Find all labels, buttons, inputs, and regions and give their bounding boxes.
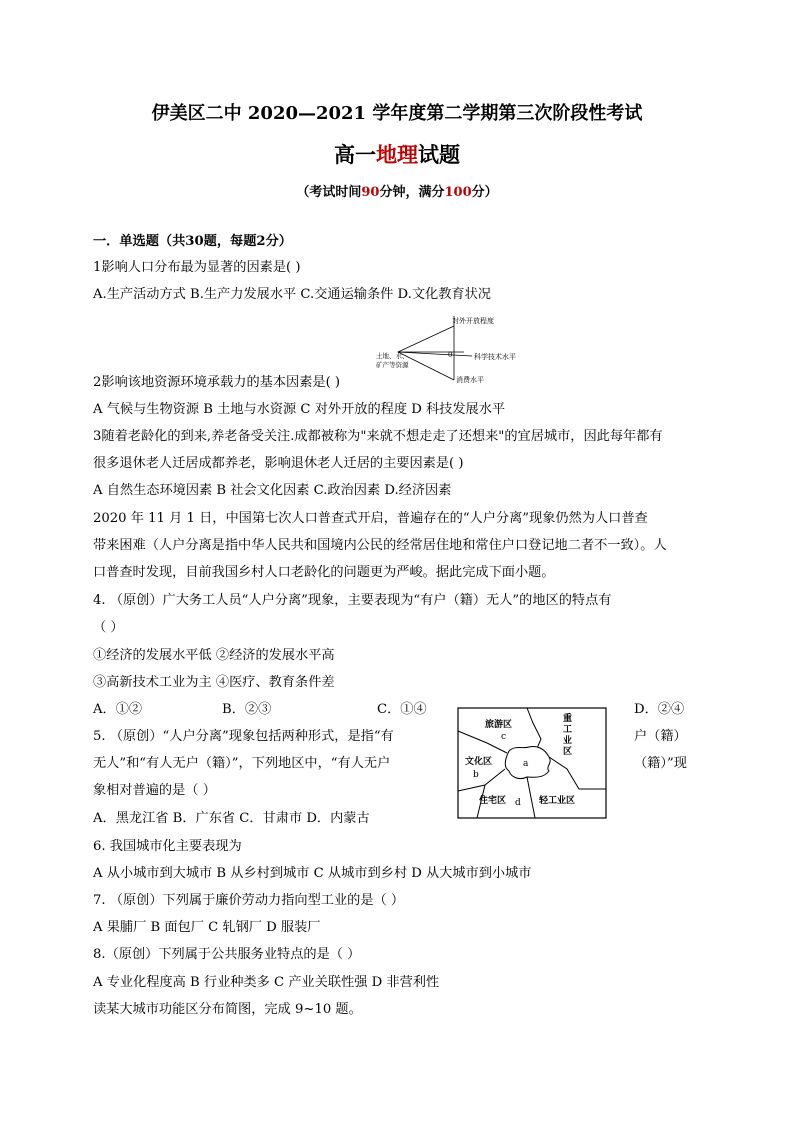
zone-mark-a: a xyxy=(523,759,529,769)
q4-option-a: A．①② xyxy=(93,702,143,717)
diagram-label-right: 科学技术水平 xyxy=(474,353,516,361)
q4-line-2: （ ） xyxy=(93,620,124,635)
exam-subtitle xyxy=(0,139,794,169)
q4-option-row-1: ①经济的发展水平低 ②经济的发展水平高 xyxy=(93,648,335,663)
exam-title: 伊美区二中 2020—2021 学年度第二学期第三次阶段性考试 xyxy=(151,103,643,124)
zone-light-label: 轻工业区 xyxy=(539,796,576,806)
passage-line-1: 2020 年 11 月 1 日，中国第七次人口普查式开启，普遍存在的“人户分离”现象仍然为人口普查 xyxy=(93,511,648,526)
q7-options: A 果脯厂 B 面包厂 C 轧钢厂 D 服装厂 xyxy=(93,920,321,935)
q4-option-d: D．②④ xyxy=(634,702,685,717)
diagram-label-left-1: 土地、水、 xyxy=(376,352,409,360)
section-heading: 一．单选题（共30题，每题2分） xyxy=(93,234,292,249)
q5-options: A．黑龙江省 B．广东省 C．甘肃市 D．内蒙古 xyxy=(93,811,370,826)
closing-instruction: 读某大城市功能区分布简图，完成 9~10 题。 xyxy=(93,1002,362,1017)
passage-line-2: 带来困难（人户分离是指中华人民共和国境内公民的经常居住地和常住户口登记地二者不一致）。人 xyxy=(93,538,667,553)
q3-line-2: 很多退休老人迁居成都养老，影响退休老人迁居的主要因素是( ) xyxy=(93,456,464,471)
q4-line-1: 4. （原创）广大务工人员“人户分离”现象，主要表现为“有户（籍）无人”的地区的特点有 xyxy=(93,593,612,608)
info-suffix: 分） xyxy=(471,185,498,200)
info-time: 90 xyxy=(361,185,380,200)
q6-options: A 从小城市到大城市 B 从乡村到城市 C 从城市到乡村 D 从大城市到小城市 xyxy=(93,866,532,881)
q5-line-2-right: （籍）”现 xyxy=(634,756,687,771)
zone-mark-b: b xyxy=(473,770,479,780)
passage-line-3: 口普查时发现，目前我国乡村人口老龄化的问题更为严峻。据此完成下面小题。 xyxy=(93,565,555,580)
diagram-origin: 0 xyxy=(448,351,453,359)
q5-line-3: 象相对普遍的是（ ） xyxy=(93,783,216,798)
diagram-label-left-2: 矿产等资源 xyxy=(376,361,409,369)
q3-options: A 自然生态环境因素 B 社会文化因素 C.政治因素 D.经济因素 xyxy=(93,483,452,498)
subtitle-suffix: 试题 xyxy=(418,142,460,167)
q5-line-1-right: 户（籍） xyxy=(634,729,687,744)
subtitle-grade: 高一 xyxy=(334,142,376,167)
info-prefix: （考试时间 xyxy=(296,185,362,200)
zone-mark-c: c xyxy=(501,732,507,742)
resource-factor-diagram xyxy=(372,310,532,390)
q2-options: A 气候与生物资源 B 土地与水资源 C 对外开放的程度 D 科技发展水平 xyxy=(93,402,506,417)
diagram-label-bottom: 消费水平 xyxy=(456,376,484,384)
q5-line-2-left: 无人”和“有人无户（籍）”，下列地区中，“有人无户 xyxy=(93,756,391,771)
q3-line-1: 3随着老龄化的到来,养老备受关注.成都被称为"来就不想走走了还想来"的宜居城市，因此每年都有 xyxy=(93,429,663,444)
zone-residential-label: 住宅区 xyxy=(479,796,507,806)
subtitle-subject: 地理 xyxy=(376,142,418,167)
factor-line xyxy=(398,352,472,356)
q4-option-c: C．①④ xyxy=(377,702,427,717)
zone-heavy-label-1: 重 xyxy=(563,714,573,724)
q1-options: A.生产活动方式 B.生产力发展水平 C.交通运输条件 D.文化教育状况 xyxy=(93,287,491,302)
info-score: 100 xyxy=(444,185,472,200)
zone-heavy-label-2: 工 xyxy=(563,725,573,735)
zone-culture-label: 文化区 xyxy=(465,757,493,767)
q1-stem: 1影响人口分布最为显著的因素是( ) xyxy=(93,260,301,275)
zone-heavy-label-4: 区 xyxy=(563,747,573,757)
zone-tourism-label: 旅游区 xyxy=(485,720,513,730)
q4-option-b: B．②③ xyxy=(222,702,272,717)
exam-info xyxy=(0,181,794,200)
q2-stem: 2影响该地资源环境承载力的基本因素是( ) xyxy=(93,375,341,390)
diagram-label-top: 对外开放程度 xyxy=(452,317,494,325)
city-zone-map xyxy=(457,707,607,819)
zone-heavy-label-3: 业 xyxy=(563,736,573,746)
q5-line-1-left: 5. （原创）“人户分离”现象包括两种形式，是指“有 xyxy=(93,729,394,744)
zone-mark-d: d xyxy=(515,798,521,808)
q8-stem: 8.（原创）下列属于公共服务业特点的是（ ） xyxy=(93,947,361,962)
q7-stem: 7. （原创）下列属于廉价劳动力指向型工业的是（ ） xyxy=(93,893,405,908)
info-mid: 分钟，满分 xyxy=(379,185,445,200)
q6-stem: 6. 我国城市化主要表现为 xyxy=(93,839,242,854)
q4-option-row-2: ③高新技术工业为主 ④医疗、教育条件差 xyxy=(93,675,335,690)
q8-options: A 专业化程度高 B 行业种类多 C 产业关联性强 D 非营利性 xyxy=(93,975,440,990)
